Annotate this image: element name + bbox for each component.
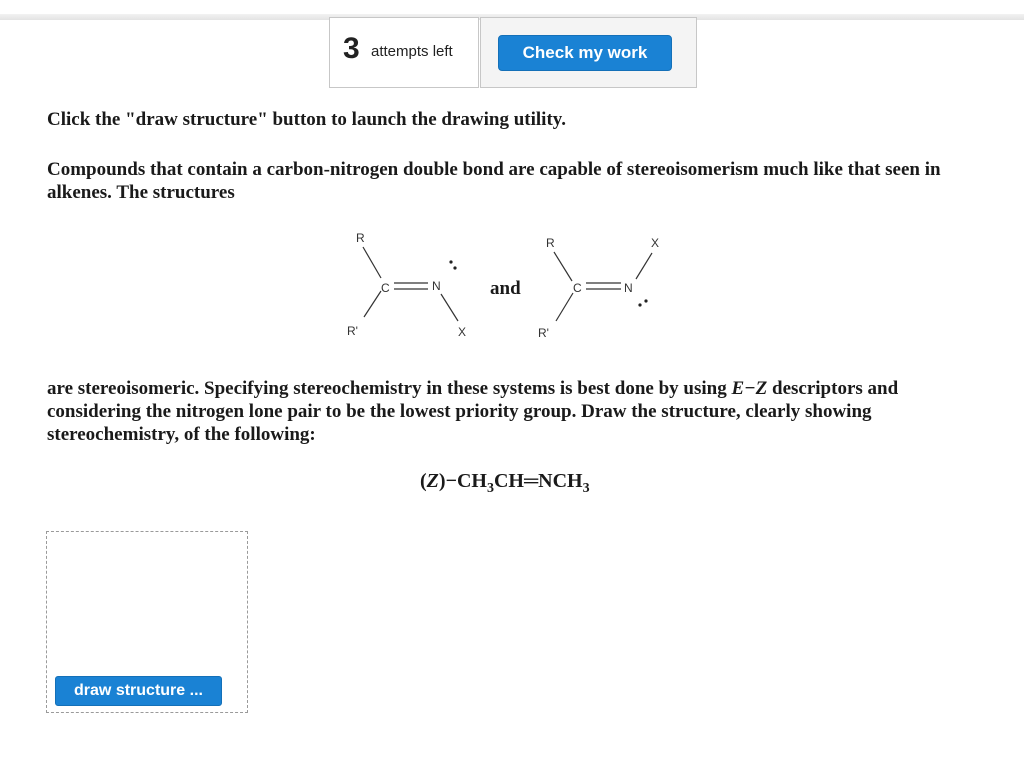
left-lone-pair-dot [453,266,456,269]
left-bond-c-r [363,247,381,278]
right-lone-pair-dot [644,299,647,302]
left-bond-c-r-prime [364,291,381,317]
check-my-work-button[interactable]: Check my work [498,35,672,71]
explanation-text-a: are stereoisomeric. Specifying stereochemistry in these systems is best done by using [47,378,732,399]
right-carbon-label: C [573,281,582,295]
right-bond-c-r-prime [556,293,573,321]
right-lone-pair-dot [638,303,641,306]
left-lone-pair-dot [449,260,452,263]
formula-config: Z [426,470,439,492]
explanation-text-b: descriptors and considering the nitrogen lone pair to be the lowest priority group. Draw the structure, clearly showing stereochemistry, of the following: [47,378,899,445]
left-r-label: R [356,231,365,245]
right-bond-c-r [554,252,572,281]
left-nitrogen-label: N [432,279,441,293]
right-bond-n-x [636,253,652,279]
formula-part2: CH═NCH [493,470,583,492]
ez-descriptor: E−Z [731,378,768,399]
left-bond-n-x [441,294,458,321]
left-r-prime-label: R' [347,324,358,338]
and-connector: and [490,278,521,299]
right-x-label: X [651,236,660,250]
formula-sub2: 3 [582,481,590,496]
right-nitrogen-label: N [624,281,633,295]
attempts-count: 3 [343,32,360,65]
drawing-area[interactable] [46,531,248,713]
target-formula: $(Z)-CH_3CH═NCH_3$ [420,470,590,496]
check-panel [480,17,697,88]
instruction-ez [47,377,982,446]
attempts-label: attempts left [371,43,453,60]
right-r-prime-label: R' [538,326,549,340]
left-carbon-label: C [381,281,390,295]
structure-left [347,231,466,339]
structure-right [538,236,659,340]
draw-structure-button[interactable]: draw structure ... [55,676,222,706]
instruction-draw: Click the "draw structure" button to launch the drawing utility. [47,109,566,130]
instruction-stereo: Compounds that contain a carbon-nitrogen double bond are capable of stereoisomerism much like that seen in alkenes. The structures [47,159,941,203]
right-r-label: R [546,236,555,250]
formula-part1: −CH [445,470,487,492]
left-x-label: X [458,325,467,339]
formula-sub1: 3 [486,481,494,496]
stereoisomer-structures [0,225,1024,350]
attempts-panel [329,17,479,88]
